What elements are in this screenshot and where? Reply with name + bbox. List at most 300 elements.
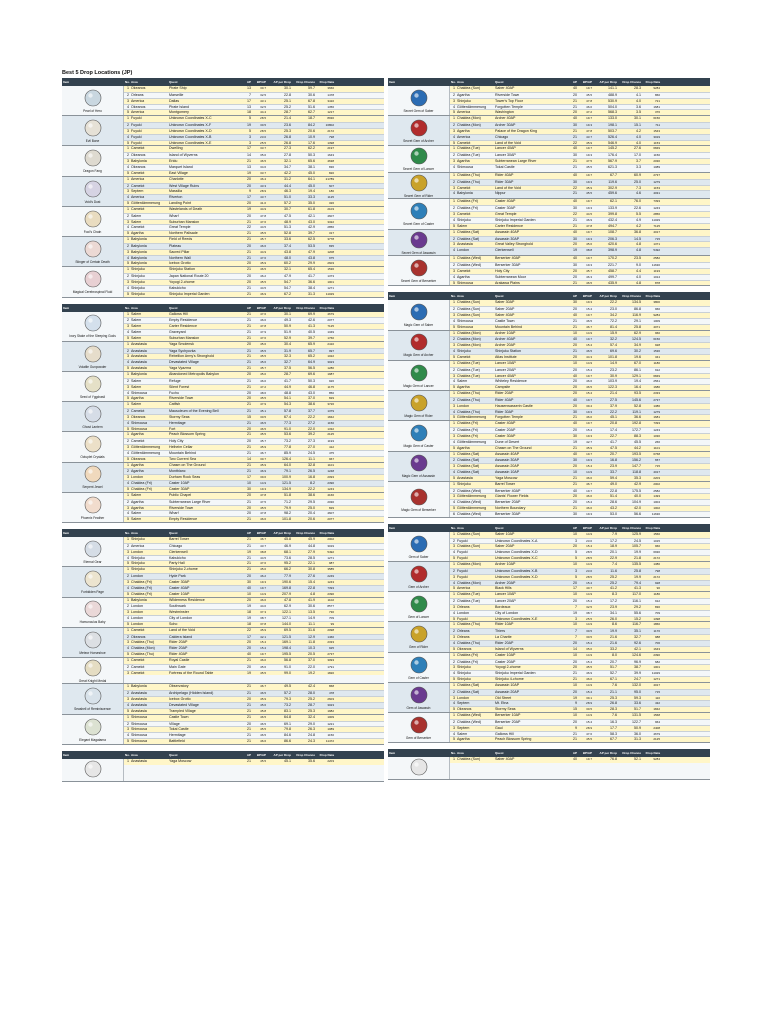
cell-q: Thiers [495,629,505,634]
cell-dd: 1022 [327,354,334,359]
cell-bp: 44.3 [586,355,592,360]
cell-q: Kabukicho [169,555,186,560]
cell-n: 3 [127,549,129,554]
cell-n: 1 [453,256,455,261]
cell-a: Septem [457,725,470,730]
cell-dc: 39.2 [308,432,315,437]
cell-n: 3 [453,242,455,247]
cell-n: 5 [453,385,455,390]
cell-ap: 22 [573,185,577,190]
cell-ap: 10 [573,592,577,597]
cell-q: Carter Residence [169,324,197,329]
cell-apd: 20.7 [610,451,617,456]
cell-n: 3 [453,464,455,469]
cell-apd: 141.1 [608,86,617,90]
cell-n: 1 [453,172,455,177]
cell-apd: 86.6 [284,739,291,744]
cell-a: Camelot [457,140,471,145]
stake-icon [82,313,104,334]
cell-dc: 19.4 [308,189,315,194]
cell-n: 2 [453,206,455,211]
cell-a: Chaldea (Mon) [457,116,481,121]
cell-q: Caster 30AP [169,579,190,584]
header-drop_chance: Drop Chance [296,305,315,310]
cell-ap: 21 [247,450,251,455]
table-row [450,475,710,481]
cell-q: Lancer 40AP [495,373,516,378]
cell-q: Subterranean Large River [495,159,537,164]
cell-q: Chicago [495,134,509,139]
horseshoe-icon [82,630,104,651]
cell-bp: 15.4 [586,599,592,604]
cell-n: 3 [453,159,455,164]
stinger-icon [82,239,104,260]
cell-dd: 2077 [327,318,334,323]
cell-dc: 37.7 [308,409,315,414]
cell-n: 3 [453,635,455,640]
cell-dc: 86.1 [634,367,641,372]
cell-apd: 28.7 [284,110,291,115]
cell-n: 3 [127,98,129,103]
header-drop_chance: Drop Chance [622,525,641,530]
cell-dd: 4017 [653,470,660,475]
cell-dd: 964 [654,719,660,724]
item-section [388,331,710,361]
cell-ap: 20 [247,261,251,266]
item-section [62,342,384,372]
cell-bp: 46.5 [260,267,266,272]
cell-dc: 116.7 [632,622,641,627]
cell-bp: 47.6 [260,311,266,316]
cell-q: Rider 20AP [169,646,188,651]
cell-apd: 57.4 [610,343,617,348]
header-bp_ap: BP/AP [256,80,266,84]
cell-dd: 7393 [653,421,660,426]
item-rows [124,207,384,236]
cell-n: 3 [127,414,129,419]
cell-q: Lancer 20AP [495,367,516,372]
cell-apd: 91.0 [284,664,291,669]
cell-q: Berserker 30AP [495,263,521,268]
item-name: Secret Gem of Archer [403,139,434,144]
cell-bp: 23.0 [586,538,592,543]
header-ap_drop: AP per Drop [273,80,291,84]
cell-n: 1 [453,562,455,567]
cell-ap: 20 [573,544,577,549]
cell-bp: 46.5 [260,714,266,719]
cell-q: Gaul [495,725,503,730]
item-cell [388,421,450,450]
cell-n: 1 [453,421,455,426]
cell-apd: 49.5 [284,684,291,689]
cell-bp: 23.0 [586,568,592,573]
cell-n: 3 [127,475,129,480]
cell-n: 1 [453,757,455,762]
cell-bp: 38.7 [586,610,592,615]
cell-bp: 46.0 [586,475,592,480]
table-row [124,140,384,146]
cell-bp: 44.4 [260,110,266,115]
cell-dc: 20.6 [308,517,315,522]
cell-ap: 21 [573,506,577,511]
cell-apd: 73.2 [284,702,291,707]
cell-ap: 21 [247,555,251,560]
cell-bp: 46.6 [260,597,266,602]
cell-q: Fort [169,426,176,431]
cell-q: Unknown Coordinates X-C [169,116,212,121]
cell-dc: 88.3 [634,433,641,438]
cell-apd: 46.3 [284,189,291,194]
cell-apd: 25.2 [284,104,291,109]
cell-dc: 38.6 [308,492,315,497]
cell-dc: 116.1 [632,599,641,604]
cell-apd: 30.7 [284,206,291,211]
cell-q: Berserker 40AP [495,256,521,261]
cell-dd: 878 [654,280,660,285]
cell-dc: 119.1 [632,409,641,414]
cell-dd: 2561 [653,379,660,384]
item-cell [62,598,124,627]
cell-n: 2 [127,604,129,609]
cell-apd: 398.9 [608,248,617,253]
cell-ap: 40 [247,585,251,590]
table-row [450,280,710,286]
cell-dd: 9284 [653,757,660,762]
cell-dd: 1860 [653,622,660,627]
cell-a: Babylonia [131,371,147,376]
cell-ap: 40 [247,652,251,657]
cell-n: 4 [453,379,455,384]
cell-ap: 18 [247,610,251,615]
cell-ap: 20 [247,511,251,516]
cell-n: 4 [453,550,455,555]
magic-gem-saber-icon [408,302,430,323]
cell-a: Babylonia [131,684,147,689]
cell-dc: 13.5 [308,610,315,615]
cell-dd: 2172 [653,556,660,561]
cell-dc: 3.7 [636,159,641,164]
cell-a: Chaldea (Thu) [457,172,480,177]
cell-apd: 221.7 [608,263,617,268]
cell-dd: 6150 [653,116,660,121]
table-header [388,749,710,757]
cell-n: 5 [453,355,455,360]
cell-dd: 1089 [327,727,334,732]
item-cell [62,312,124,341]
table-row [450,140,710,146]
cell-a: Fuyuki [131,128,142,133]
cell-a: Salem [131,311,142,316]
table-row [450,511,710,517]
cell-dd: 1150 [653,153,660,158]
cell-n: 2 [127,92,129,97]
cell-dc: 22.2 [308,487,315,491]
cell-dd: 928 [654,343,660,348]
cell-dd: 2172 [653,574,660,579]
cell-n: 4 [127,733,129,738]
cell-ap: 10 [573,562,577,567]
cell-apd: 190.6 [282,579,291,584]
header-quest: Quest [495,525,504,530]
cell-ap: 17 [247,98,251,103]
cell-n: 2 [127,409,129,414]
plain-gem-rider-icon [408,624,430,645]
cell-dd: 2077 [327,517,334,522]
cell-a: Chaldea (Sat) [457,470,480,475]
fang-icon [82,148,104,169]
cell-dd: 3023 [327,360,334,365]
cell-q: Assassin 20AP [495,464,520,469]
cell-dc: 52.1 [634,757,641,762]
cell-ap: 20 [573,268,577,273]
cell-ap: 20 [247,492,251,497]
header-drop_data: Drop Data [645,294,660,299]
cell-apd: 85.9 [284,450,291,455]
cell-q: Saber 10AP [495,531,515,536]
cell-apd: 198.1 [608,123,617,128]
cell-dd: 11630 [651,511,660,516]
cell-bp: 30.7 [260,456,266,461]
item-section [388,421,710,451]
header-ap_drop: AP per Drop [273,531,291,536]
cell-n: 1 [453,682,455,687]
cell-a: Shinjuku [131,555,145,560]
cell-dd: 607 [328,183,334,188]
cell-n: 3 [453,433,455,438]
cell-q: Wharf [169,511,179,516]
cell-ap: 20 [247,213,251,218]
cell-dc: 27.6 [308,574,315,579]
cell-apd: 134.9 [282,487,291,491]
cell-ap: 19 [247,170,251,175]
cell-bp: 45.1 [260,409,266,414]
cell-q: Black Hills [495,586,512,591]
cell-bp: 45.5 [260,670,266,675]
cell-ap: 21 [247,237,251,242]
cell-apd: 30.4 [284,341,291,346]
cell-dd: 475 [328,450,334,455]
cell-dd: 1493 [653,494,660,499]
cell-apd: 27.8 [284,153,291,158]
table-row [450,676,710,682]
header-quest: Quest [169,305,178,310]
cell-ap: 40 [573,256,577,261]
cell-dc: 27.2 [308,420,315,425]
cell-apd: 20.1 [610,550,617,555]
cell-ap: 20 [247,574,251,579]
cell-dd: 835 [328,243,334,248]
cell-apd: 83.1 [284,708,291,713]
cell-q: Nippur [495,191,506,196]
cell-apd: 52.7 [610,671,617,676]
cell-dd: 90 [656,586,660,591]
cell-dd: 829 [328,396,334,401]
cell-n: 1 [453,330,455,335]
item-rows [124,715,384,744]
cell-dd: 2203 [327,758,334,763]
cell-dd: 2125 [327,432,334,437]
cell-q: Rider 20AP [495,391,514,396]
item-section [62,372,384,402]
cell-dc: 41.9 [308,597,315,602]
cell-dc: 33.3 [308,195,315,200]
cell-q: Saber 40AP [495,86,515,90]
cell-apd: 34.1 [610,610,617,615]
cell-apd: 458.7 [608,268,617,273]
table-row [450,414,710,420]
cell-bp: 46.0 [260,657,266,662]
cell-bp: 47.6 [260,255,266,260]
cell-q: Stormy Seas [169,414,190,419]
cell-dc: 50.3 [308,378,315,383]
cell-dc: 35.0 [308,201,315,206]
cell-n: 2 [127,243,129,248]
header-drop_data: Drop Data [319,80,334,84]
cell-a: Chaldea (Wed) [457,263,482,268]
header-ap: AP [246,80,251,84]
item-name: Dragon Fang [83,169,102,174]
cell-apd: 15.9 [610,330,617,335]
table-row [450,555,710,561]
item-cell [388,482,450,517]
cell-dc: 4.8 [636,248,641,253]
item-rows [450,757,710,779]
cell-q: Holy City [169,439,184,444]
table-row [124,670,384,676]
cell-dd: 711 [655,123,660,128]
table-row [450,736,710,742]
cell-ap: 21 [247,708,251,713]
item-section [62,432,384,462]
cell-dc: 65.2 [308,354,315,359]
cell-n: 1 [453,531,455,536]
cell-n: 5 [127,366,129,371]
cell-q: Gallows Hill [495,731,514,736]
cell-apd: 33.7 [610,470,617,475]
cell-apd: 43.8 [284,249,291,254]
item-name: Magic Gem of Caster [403,444,434,449]
cell-dc: 19.4 [634,379,641,384]
cell-bp: 45.5 [586,665,592,670]
table-row [124,651,384,657]
cell-dc: 23.5 [634,256,641,261]
cell-q: Saber 20AP [495,307,515,312]
cell-dd: 1680 [653,385,660,390]
cell-dd: 1180 [653,360,660,365]
header-item: Item [63,305,70,310]
cell-q: Southwark [169,604,186,609]
cell-apd: 84.6 [284,733,291,738]
header-bp_ap: BP/AP [582,525,592,530]
cell-apd: 32.1 [284,267,291,272]
item-name: Great Knight Medal [78,678,107,683]
cell-a: Fuyuki [131,134,142,139]
cell-dd: 1271 [327,285,334,290]
cell-n: 4 [127,225,129,230]
cell-q: Archer 20AP [495,343,516,348]
cell-q: Archer 40AP [495,116,516,121]
item-rows [450,421,710,450]
cell-dc: 22.0 [308,426,315,431]
item-rows [450,173,710,199]
cell-ap: 21 [247,366,251,371]
cell-dd: 2172 [327,128,334,133]
cell-n: 3 [127,280,129,284]
table-row [124,395,384,401]
cell-dc: 30.6 [308,604,315,609]
item-rows [450,331,710,360]
cell-q: Dwelling [169,146,183,151]
cell-dd: 4166 [327,492,334,497]
item-rows [450,256,710,285]
item-cell [388,683,450,712]
cell-a: Chaldea (Sun) [457,86,481,90]
item-cell [388,757,450,779]
cell-dd: 11029 [325,291,334,296]
cell-apd: 95.2 [284,561,291,566]
cell-bp: 19.7 [586,397,592,402]
cell-dd: 730 [328,610,334,615]
cell-a: Agartha [131,462,144,467]
cell-a: Chaldea (Sat) [457,451,480,456]
cell-a: Camelot [131,627,145,632]
cell-n: 2 [453,236,455,241]
cell-n: 4 [127,195,129,200]
cell-bp: 38.8 [260,549,266,554]
cell-apd: 79.1 [284,469,291,474]
cell-dd: 11029 [651,218,660,222]
cell-a: Babylonia [131,243,147,248]
cell-ap: 20 [573,640,577,645]
cell-n: 5 [127,739,129,744]
cell-dc: 32.8 [308,462,315,467]
cell-q: Helheim Cellar [169,445,193,450]
cell-a: Salem [131,402,142,407]
cell-ap: 30 [573,458,577,463]
cell-apd: 169.1 [282,640,291,645]
cell-apd: 98.2 [284,511,291,516]
cell-ap: 30 [573,123,577,128]
cell-a: Shimousa [131,727,147,732]
cell-bp: 28.9 [260,189,266,194]
cell-q: Saber 30AP [495,300,515,305]
cell-dd: 4017 [653,229,660,234]
item-name: Volatile Gunpowder [78,364,107,369]
cell-a: Salem [131,511,142,516]
cell-ap: 20 [573,379,577,384]
header-no: No. [125,752,130,757]
cell-apd: 17.7 [610,725,617,730]
cell-q: Hausenwasserin Castle [495,403,533,408]
cell-a: Chaldea (Thu) [457,409,480,414]
cell-n: 3 [127,159,129,164]
cell-a: Chaldea (Fri) [457,433,478,438]
cell-q: Shinjuku Station [495,349,521,354]
cell-bp: 47.8 [260,213,266,218]
cell-apd: 499.7 [608,274,617,279]
right-column [388,78,710,780]
cell-n: 4 [453,500,455,505]
cell-apd: 302.9 [608,185,617,190]
item-cell [388,361,450,390]
cell-a: Salem [457,379,468,384]
cell-n: 5 [127,708,129,713]
cell-dd: 960 [654,330,660,335]
cell-apd: 7.6 [612,682,617,687]
cell-ap: 20 [247,640,251,645]
cell-dd: 1760 [327,335,334,340]
header-area: Area [131,80,138,84]
